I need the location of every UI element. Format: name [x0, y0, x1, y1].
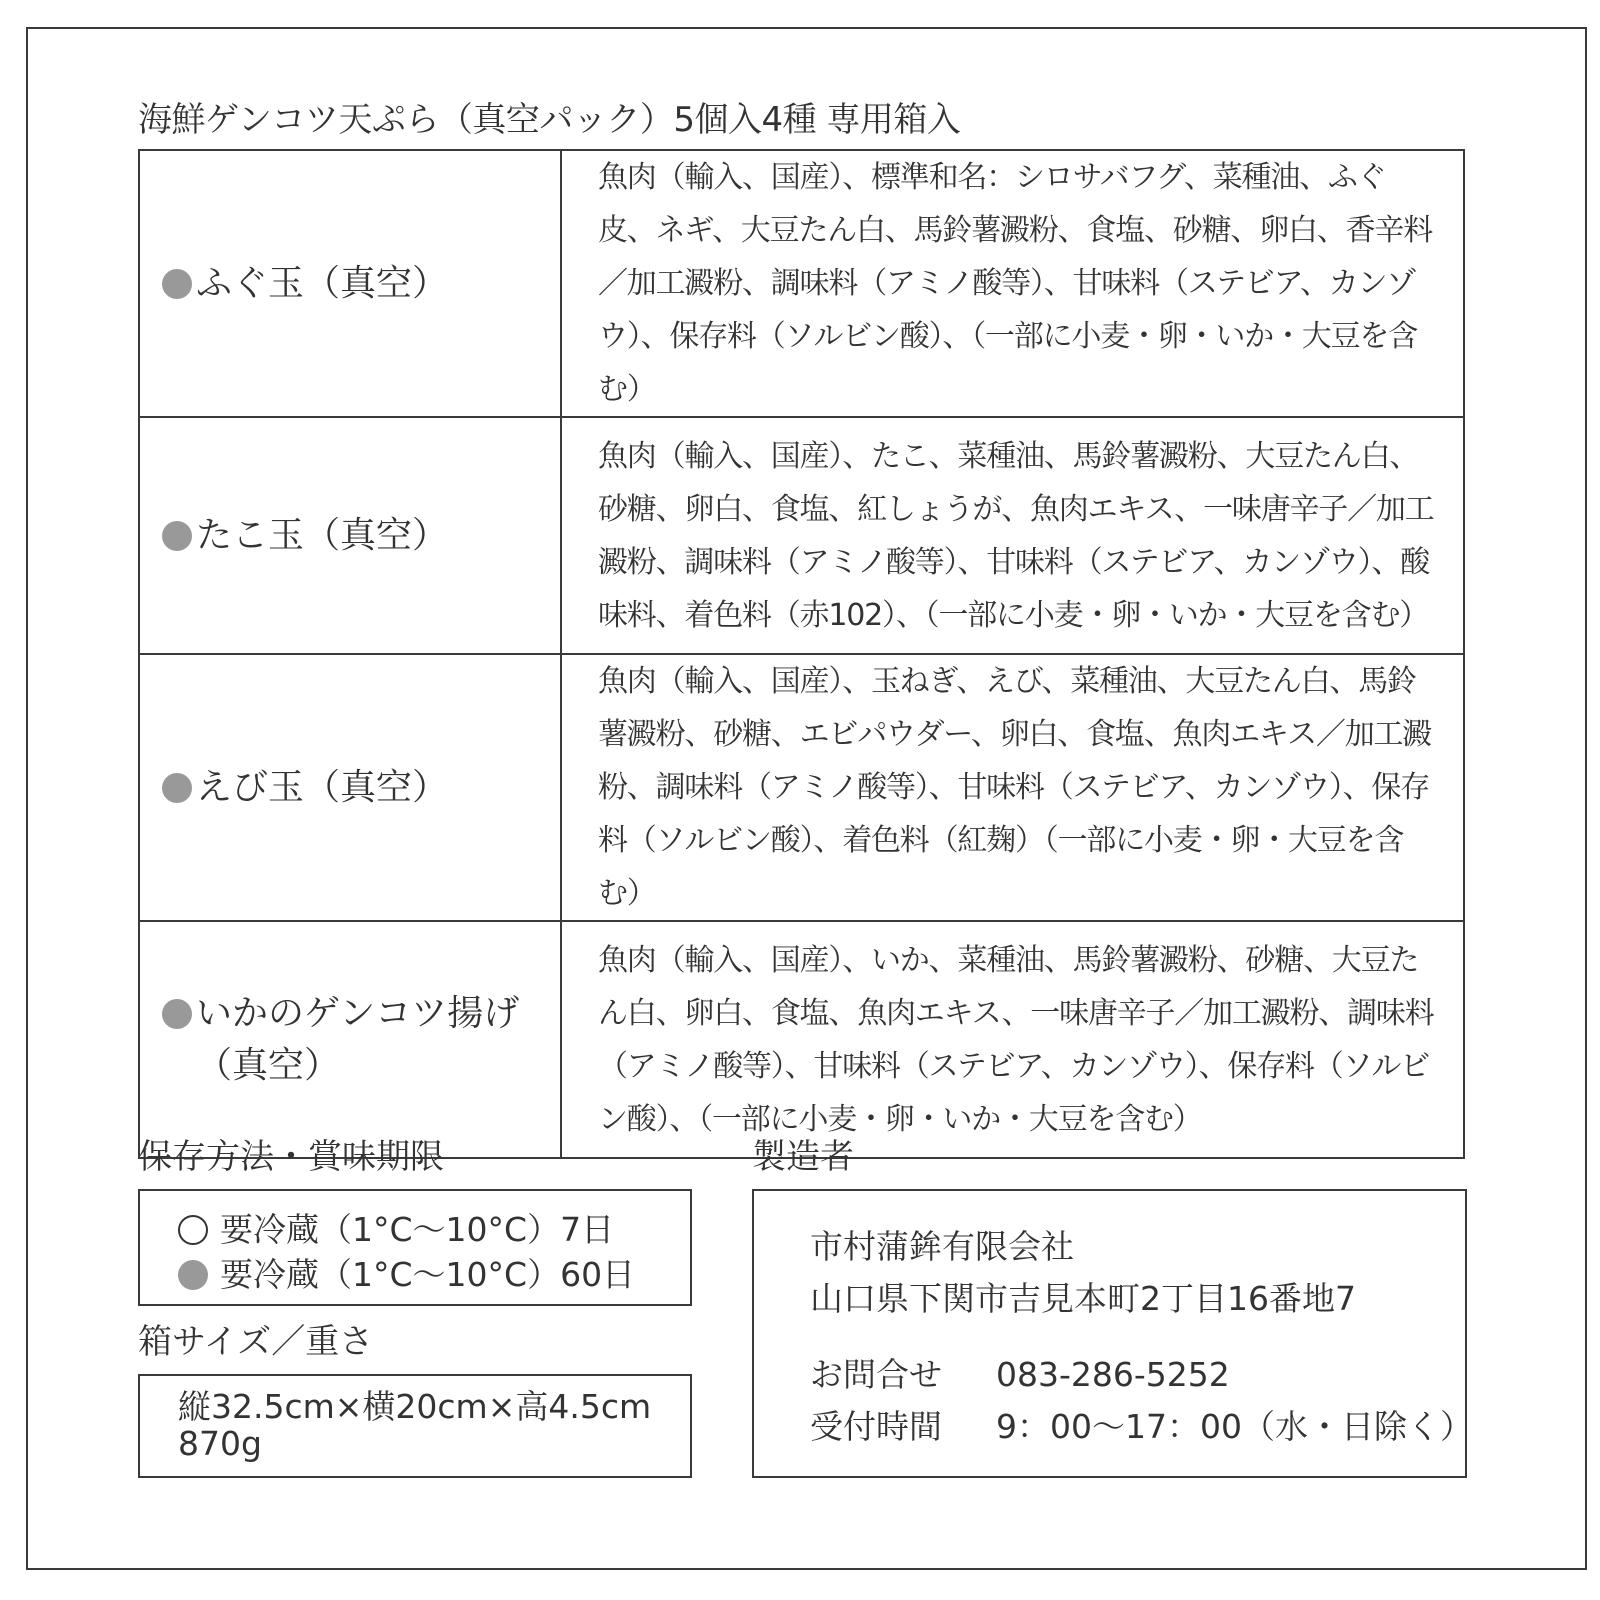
- company-name: 市村蒲鉾有限会社: [810, 1227, 1074, 1266]
- storage-box: [138, 1189, 692, 1306]
- product-name: えび玉（真空）: [196, 766, 449, 808]
- contact-row: [810, 1349, 1465, 1401]
- hours-row: [810, 1401, 1473, 1453]
- table-row: [139, 654, 1464, 921]
- ingredients-text: 魚肉（輸入、国産）、たこ、菜種油、馬鈴薯澱粉、大豆たん白、砂糖、卵白、食塩、紅しょうが、魚肉エキス、一味唐辛子／加工澱粉、調味料（アミノ酸等）、甘味料（ステビア、カンゾウ）、酸味料、着色料（赤102）、（一部に小麦・卵・いか・大豆を含む）: [561, 417, 1464, 654]
- product-name-cell: [139, 921, 561, 1158]
- storage-text: 要冷蔵（1°C〜10°C）7日: [220, 1210, 615, 1249]
- ingredients-text: 魚肉（輸入、国産）、玉ねぎ、えび、菜種油、大豆たん白、馬鈴薯澱粉、砂糖、エビパウダー、卵白、食塩、魚肉エキス／加工澱粉、調味料（アミノ酸等）、甘味料（ステビア、カンゾウ）、保存料（ソルビン酸）、着色料（紅麹）（一部に小麦・卵・大豆を含む）: [561, 654, 1464, 921]
- product-name: ふぐ玉（真空）: [196, 262, 449, 304]
- bullet-icon: [162, 773, 192, 803]
- open-circle-icon: [178, 1215, 208, 1245]
- bullet-icon: [162, 269, 192, 299]
- filled-circle-icon: [178, 1260, 208, 1290]
- hours-text: 9：00〜17：00（水・日除く）: [996, 1407, 1473, 1446]
- dimensions-text: 縦32.5cm×横20cm×高4.5cm: [178, 1387, 652, 1426]
- bullet-icon: [162, 999, 192, 1029]
- table-row: [139, 921, 1464, 1158]
- box-size-label: 箱サイズ／重さ: [138, 1322, 374, 1362]
- contact-label: お問合せ: [810, 1355, 942, 1394]
- storage-text: 要冷蔵（1°C〜10°C）60日: [220, 1255, 636, 1294]
- ingredients-text: 魚肉（輸入、国産）、標準和名：シロサバフグ、菜種油、ふぐ皮、ネギ、大豆たん白、馬鈴薯澱粉、食塩、砂糖、卵白、香辛料／加工澱粉、調味料（アミノ酸等）、甘味料（ステビア、カンゾウ）、保存料（ソルビン酸）、（一部に小麦・卵・いか・大豆を含む）: [561, 150, 1464, 417]
- page-title: 海鮮ゲンコツ天ぷら（真空パック）5個入4種 専用箱入: [138, 100, 961, 140]
- bullet-icon: [162, 521, 192, 551]
- product-name-cell: [139, 417, 561, 654]
- product-table: [138, 149, 1465, 1159]
- product-name: たこ玉（真空）: [196, 514, 449, 556]
- storage-line: [178, 1252, 690, 1297]
- ingredients-text: 魚肉（輸入、国産）、いか、菜種油、馬鈴薯澱粉、砂糖、大豆たん白、卵白、食塩、魚肉エキス、一味唐辛子／加工澱粉、調味料（アミノ酸等）、甘味料（ステビア、カンゾウ）、保存料（ソルビン酸）、（一部に小麦・卵・いか・大豆を含む）: [561, 921, 1464, 1158]
- phone-number: 083-286-5252: [996, 1355, 1230, 1394]
- storage-label: 保存方法・賞味期限: [138, 1137, 444, 1177]
- hours-label: 受付時間: [810, 1407, 942, 1446]
- box-size-box: [138, 1374, 692, 1478]
- product-name-cell: [139, 654, 561, 921]
- manufacturer-label: 製造者: [752, 1137, 854, 1177]
- product-name-cell: [139, 150, 561, 417]
- storage-line: [178, 1207, 690, 1252]
- manufacturer-box: [752, 1189, 1473, 1478]
- table-row: [139, 417, 1464, 654]
- table-row: [139, 150, 1464, 417]
- product-name: いかのゲンコツ揚げ （真空）: [196, 992, 520, 1086]
- address-text: 山口県下関市吉見本町2丁目16番地7: [810, 1279, 1356, 1318]
- weight-text: 870g: [178, 1424, 262, 1463]
